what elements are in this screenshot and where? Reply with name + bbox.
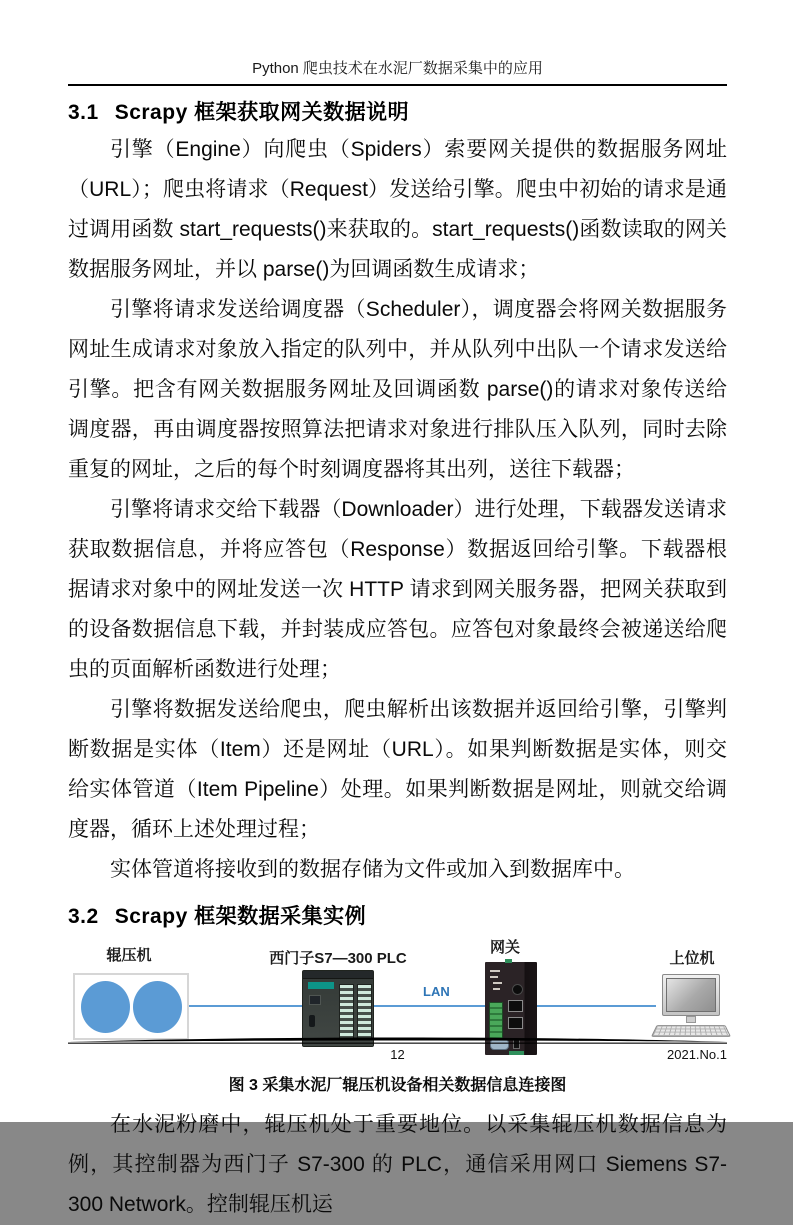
monitor-stand — [686, 1016, 696, 1023]
gateway-led-row — [490, 970, 500, 972]
gateway-ethernet-port — [508, 1000, 523, 1012]
section-heading-3-2 — [68, 900, 727, 930]
monitor-screen — [666, 978, 716, 1012]
plc-module-vents — [339, 984, 354, 1040]
gateway-terminal-block — [489, 1002, 503, 1040]
label-host-computer: 上位机 — [669, 950, 715, 967]
page-footer — [68, 1036, 727, 1065]
paragraph-roller-press-intro: 在水泥粉磨中，辊压机处于重要地位。以采集辊压机数据信息为例，其控制器为西门子 S7-300 的 PLC，通信采用网口 Siemens S7-300 Network。控制辊压机运 — [68, 1113, 727, 1216]
plc-module-vents — [357, 984, 372, 1040]
figure-caption: 图 3 采集水泥厂辊压机设备相关数据信息连接图 — [228, 1077, 567, 1094]
paragraph-scheduler: 引擎将请求发送给调度器（Scheduler），调度器会将网关数据服务网址生成请求对象放入指定的队列中，并从队列中出队一个请求发送给引擎。把含有网关数据服务网址及回调函数 parse()的请求对象传送给调度器，再由调度器按照算法把请求对象进行排队压入队列，同时去除重复的网址，之后的每个时刻调度器将其出列，送往下载器； — [68, 298, 727, 481]
label-gateway: 网关 — [489, 939, 521, 956]
section-title: Scrapy 框架数据采集实例 — [114, 905, 367, 928]
label-roller-press: 辊压机 — [106, 947, 152, 964]
gateway-antenna-port — [512, 984, 523, 995]
roller-icon — [133, 981, 182, 1033]
plc-display — [309, 995, 321, 1005]
gateway-led-row — [490, 976, 498, 978]
section-heading-3-1 — [68, 96, 727, 126]
paragraph-engine-spiders: 引擎（Engine）向爬虫（Spiders）索要网关提供的数据服务网址（URL）；爬虫将请求（Request）发送给引擎。爬虫中初始的请求是通过调用函数 start_requests()来获取的。start_requests()函数读取的网关数据服务网址，并以 parse()为回调函数生成请求； — [68, 138, 727, 281]
gateway-led-row — [493, 988, 500, 990]
lan-link-label: LAN — [423, 984, 450, 999]
roller-press-symbol — [73, 973, 189, 1040]
running-header — [68, 0, 727, 86]
figure-connection-diagram — [68, 936, 727, 1095]
host-computer-image — [654, 974, 728, 1040]
connector-gateway-host — [537, 1005, 656, 1007]
gateway-led-row — [493, 982, 502, 984]
connector-plc-gateway — [372, 1005, 485, 1007]
label-plc: 西门子S7—300 PLC — [269, 950, 407, 967]
paragraph-item-pipeline: 引擎将数据发送给爬虫，爬虫解析出该数据并返回给引擎，引擎判断数据是实体（Item）还是网址（URL）。如果判断数据是实体，则交给实体管道（Item Pipeline）处理。如果判断数据是网址，则就交给调度器，循环上述处理过程； — [68, 698, 727, 841]
page-number: 12 — [390, 1047, 405, 1062]
gateway-ethernet-port — [508, 1017, 523, 1029]
paragraph-storage: 实体管道将接收到的数据存储为文件或加入到数据库中。 — [110, 858, 635, 881]
plc-switch — [309, 1015, 315, 1027]
section-number: 3.1 — [68, 101, 99, 124]
section-number: 3.2 — [68, 905, 99, 928]
roller-icon — [81, 981, 130, 1033]
paragraph-downloader: 引擎将请求交给下载器（Downloader）进行处理，下载器发送请求获取数据信息，并将应答包（Response）数据返回给引擎。下载器根据请求对象中的网址发送一次 HTTP 请求到网关服务器，把网关获取到的设备数据信息下载，并封装成应答包。应答包对象最终会被递送给爬虫的页面解析函数进行处理； — [68, 498, 727, 681]
plc-top-rail — [303, 971, 373, 979]
running-title: Python 爬虫技术在水泥厂数据采集中的应用 — [252, 60, 543, 77]
connector-roller-plc — [185, 1005, 302, 1007]
footer-row — [68, 1047, 727, 1065]
section-title: Scrapy 框架获取网关数据说明 — [114, 101, 410, 124]
gateway-top-button — [505, 959, 512, 963]
siemens-badge — [308, 982, 334, 989]
issue-label: 2021.No.1 — [667, 1047, 727, 1062]
footer-rule — [68, 1036, 727, 1045]
monitor-icon — [662, 974, 720, 1016]
